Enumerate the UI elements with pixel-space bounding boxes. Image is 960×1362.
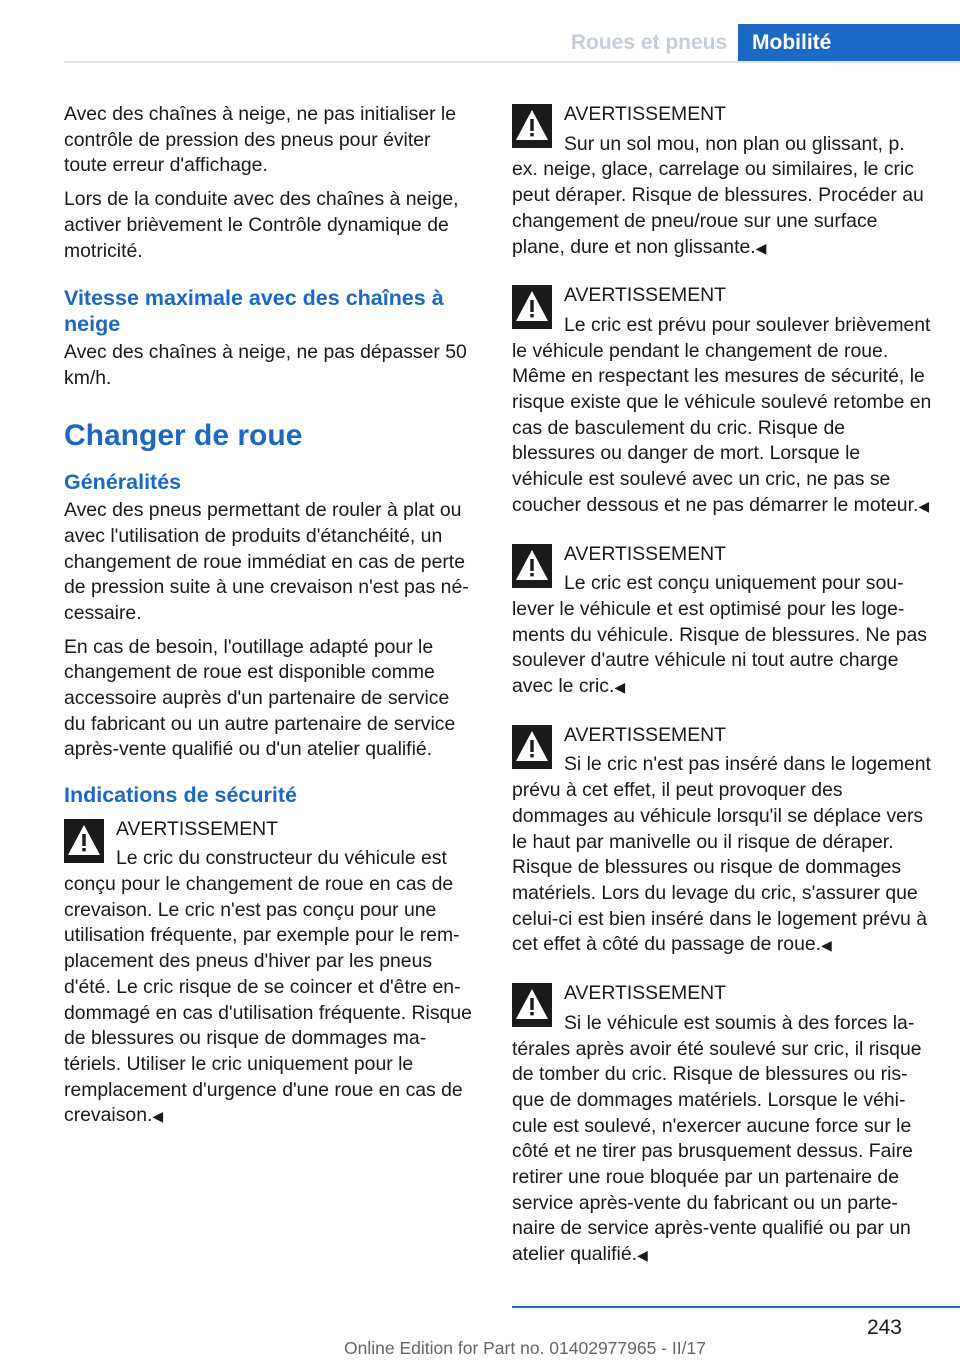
warning-title: AVERTISSEMENT: [116, 817, 278, 840]
paragraph: Lors de la conduite avec des chaînes à neige, activer brièvement le Contrôle dynamique de motricité.: [64, 188, 459, 262]
warning-title: AVERTISSEMENT: [564, 542, 726, 565]
warning-title: AVERTISSEMENT: [564, 723, 726, 746]
warning-text: Si le véhicule est soumis à des forces latérales après avoir été soulevé sur cric, il risque de tomber du cric. Risque de blessures ou risque de dommages matériels. Lorsque le véhicule est soulevé, n'exercer aucune force sur le côté et ne tirer pas brusquement dessus. Faire retirer une roue bloquée par un partenaire de service après-vente du fabricant ou un partenaire de service après-vente qualifié ou par un atelier qualifié.: [512, 1011, 922, 1266]
edition-footer: Online Edition for Part no. 01402977965 - II/17: [344, 1338, 706, 1358]
paragraph: Avec des pneus permettant de rouler à plat ou avec l'utilisation de produits d'étanchéité, un changement de roue immédiat en cas de perte de pression suite à une crevaison n'est pas nécessaire.: [64, 499, 469, 624]
warning-block: [64, 817, 476, 1130]
warning-block: [512, 981, 932, 1269]
paragraph: Avec des chaînes à neige, ne pas initialiser le contrôle de pression des pneus pour éviter toute erreur d'affichage.: [64, 103, 457, 177]
right-column: [512, 102, 932, 1291]
paragraph: Avec des chaînes à neige, ne pas dépasser 50 km/h.: [64, 341, 467, 389]
warning-triangle-icon: [512, 983, 552, 1027]
page-number: 243: [866, 1316, 902, 1339]
footer-divider: [512, 1306, 960, 1308]
end-mark: ◀: [152, 1108, 164, 1125]
warning-triangle-icon: [512, 104, 552, 148]
end-mark: ◀: [637, 1247, 648, 1264]
warning-text: Si le cric n'est pas inséré dans le logement prévu à cet effet, il peut provoquer des dommages au véhicule lorsqu'il se déplace vers le haut par manivelle ou il risque de déraper. Risque de blessures ou risque de dommages matériels. Lors du levage du cric, s'assurer que celui-ci est bien inséré dans le logement prévu à cet effet à côté du passage de roue.: [512, 753, 931, 956]
heading-vitesse-maximale: Vitesse maximale avec des chaînes à neige: [64, 286, 444, 336]
end-mark: ◀: [755, 239, 767, 256]
warning-title: AVERTISSEMENT: [564, 103, 726, 125]
warning-triangle-icon: [512, 544, 552, 588]
header-section-tab: Roues et pneus: [570, 30, 728, 54]
heading-indications-securite: Indications de sécurité: [64, 783, 297, 808]
heading-changer-de-roue: Changer de roue: [64, 418, 303, 452]
warning-block: [512, 542, 932, 701]
warning-text: Le cric du constructeur du véhicule est conçu pour le changement de roue en cas de crevaison. Le cric n'est pas conçu pour une utilisation fréquente, par exemple pour le remplacement des pneus d'hiver par les pneus d'été. Le cric risque de se coincer et d'être endommagé en cas d'utilisation fréquente. Risque de blessures ou risque de dommages matériels. Utiliser le cric uniquement pour le remplacement d'urgence d'une roue en cas de crevaison.: [64, 847, 472, 1127]
warning-triangle-icon: [512, 285, 552, 329]
heading-generalites: Généralités: [64, 469, 182, 494]
end-mark: ◀: [821, 937, 832, 954]
paragraph: En cas de besoin, l'outillage adapté pour le changement de roue est disponible comme accessoire auprès d'un partenaire de service du fabricant ou un autre partenaire de service après-vente qualifié ou d'un atelier qualifié.: [64, 635, 456, 761]
warning-block: [512, 283, 932, 519]
warning-triangle-icon: [64, 819, 104, 863]
warning-text: Le cric est conçu uniquement pour soulever le véhicule et est optimisé pour les logements du véhicule. Risque de blessures. Ne pas soulever d'autre véhicule ni tout autre charge avec le cric.: [512, 572, 927, 698]
warning-block: [512, 102, 932, 261]
warning-triangle-icon: [512, 725, 552, 769]
header-divider: [64, 61, 960, 63]
warning-title: AVERTISSEMENT: [564, 284, 726, 307]
warning-title: AVERTISSEMENT: [564, 982, 726, 1005]
warning-text: Sur un sol mou, non plan ou glissant, p. ex. neige, glace, carrelage ou similaires, le cric peut déraper. Risque de blessures. Procéder au changement de pneu/roue sur une surface plane, dure et non glissante.: [512, 132, 924, 258]
left-column: [64, 102, 476, 1152]
header-chapter-tab: Mobilité: [738, 24, 960, 61]
end-mark: ◀: [614, 679, 626, 696]
warning-block: [512, 723, 932, 959]
warning-text: Le cric est prévu pour soulever brièvement le véhicule pendant le changement de roue. Même en respectant les mesures de sécurité, le risque existe que le véhicule soulevé retombe en cas de basculement du cric. Risque de blessures ou danger de mort. Lorsque le véhicule est soulevé avec un cric, ne pas se coucher dessous et ne pas démarrer le moteur.: [512, 313, 932, 516]
end-mark: ◀: [918, 497, 930, 514]
